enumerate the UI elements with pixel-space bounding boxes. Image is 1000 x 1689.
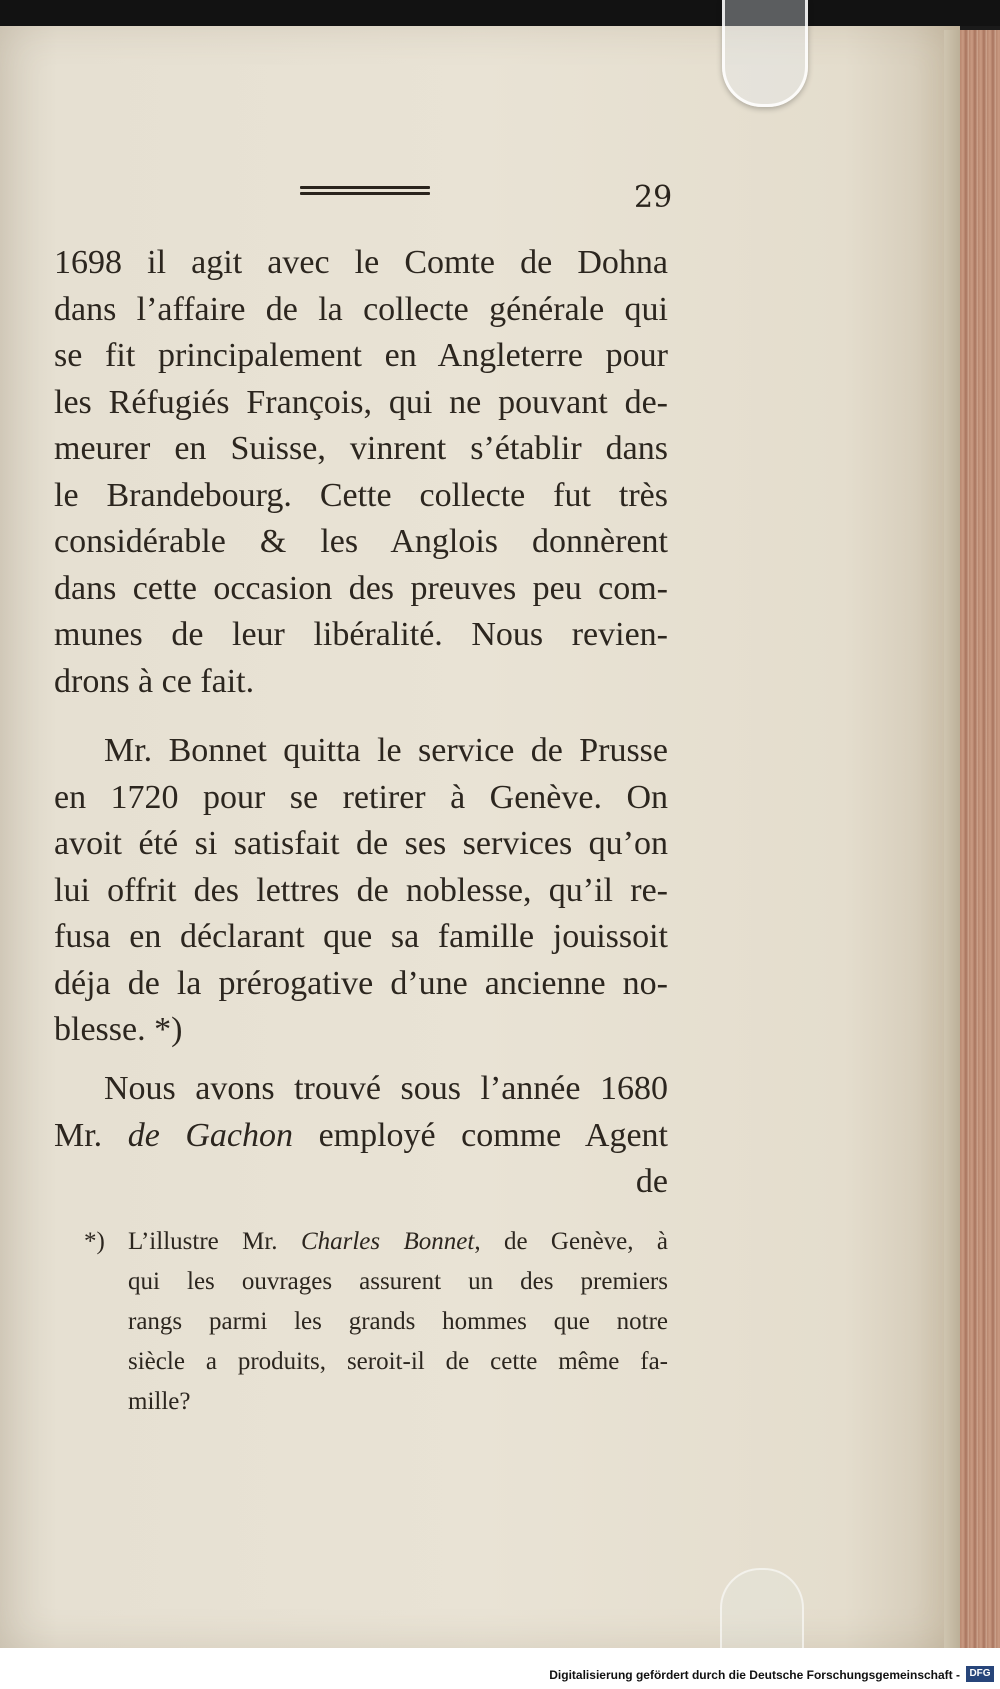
text-line: lui offrit des lettres de noblesse, qu’il re-: [54, 871, 668, 909]
page-clip-top: [722, 0, 808, 107]
text-line: considérable & les Anglois donnèrent: [54, 523, 668, 560]
text-line: Mr. Bonnet quitta le service de Prusse: [104, 732, 668, 769]
paragraph-3: [54, 1066, 668, 1206]
text-line: avoit été si satisfait de ses services qu’on: [54, 825, 668, 862]
italic-name: de Gachon: [127, 1116, 294, 1154]
text-line: se fit principalement en Angleterre pour: [54, 337, 668, 374]
paragraph-1: [54, 240, 668, 705]
text-line: blesse. *): [54, 1011, 183, 1048]
text-line: meurer en Suisse, vinrent s’établir dans: [54, 430, 668, 467]
footnote-mark: *): [84, 1228, 105, 1255]
book-fore-edge: [960, 30, 1000, 1648]
digitization-footer: [0, 1648, 1000, 1689]
footnote-line: rangs parmi les grands hommes que notre: [128, 1308, 668, 1335]
text-line-with-italic: [54, 1113, 668, 1160]
text-line: munes de leur libéralité. Nous revien-: [54, 616, 668, 653]
text-line: le Brandebourg. Cette collecte fut très: [54, 476, 668, 514]
page-number: 29: [634, 180, 673, 215]
catchword: de: [635, 1163, 668, 1200]
italic-name: Charles Bonnet: [300, 1228, 475, 1255]
footnote-line: [84, 1222, 668, 1262]
text-line: dans l’affaire de la collecte générale qui: [54, 290, 668, 328]
footnote: [84, 1222, 668, 1422]
dfg-logo-icon: DFG: [966, 1666, 994, 1682]
footnote-line: qui les ouvrages assurent un des premiers: [128, 1268, 668, 1295]
text-line: Nous avons trouvé sous l’année 1680: [104, 1070, 668, 1107]
text-fragment: L’illustre Mr.: [128, 1228, 278, 1255]
text-line: drons à ce fait.: [54, 662, 255, 700]
scan-top-border: [0, 0, 1000, 26]
footnote-line: mille?: [128, 1388, 191, 1415]
text-line: déja de la prérogative d’une ancienne no-: [54, 964, 668, 1002]
text-line: fusa en déclarant que sa famille jouissoit: [54, 918, 668, 955]
footnote-line: siècle a produits, seroit-il de cette même fa-: [128, 1348, 668, 1375]
text-fragment: employé comme Agent: [318, 1116, 669, 1154]
text-fragment: , de Genève, à: [474, 1228, 668, 1255]
page-clip-bottom: [720, 1568, 804, 1660]
paragraph-2: [54, 728, 668, 1054]
text-line: 1698 il agit avec le Comte de Dohna: [54, 244, 668, 281]
text-fragment: Mr.: [54, 1116, 103, 1154]
text-line: les Réfugiés François, qui ne pouvant de-: [54, 383, 668, 421]
funding-credit: Digitalisierung gefördert durch die Deutsche Forschungsgemeinschaft -: [549, 1668, 960, 1682]
text-line: en 1720 pour se retirer à Genève. On: [54, 778, 668, 816]
header-rule: [300, 186, 430, 200]
text-line: dans cette occasion des preuves peu com-: [54, 569, 668, 607]
